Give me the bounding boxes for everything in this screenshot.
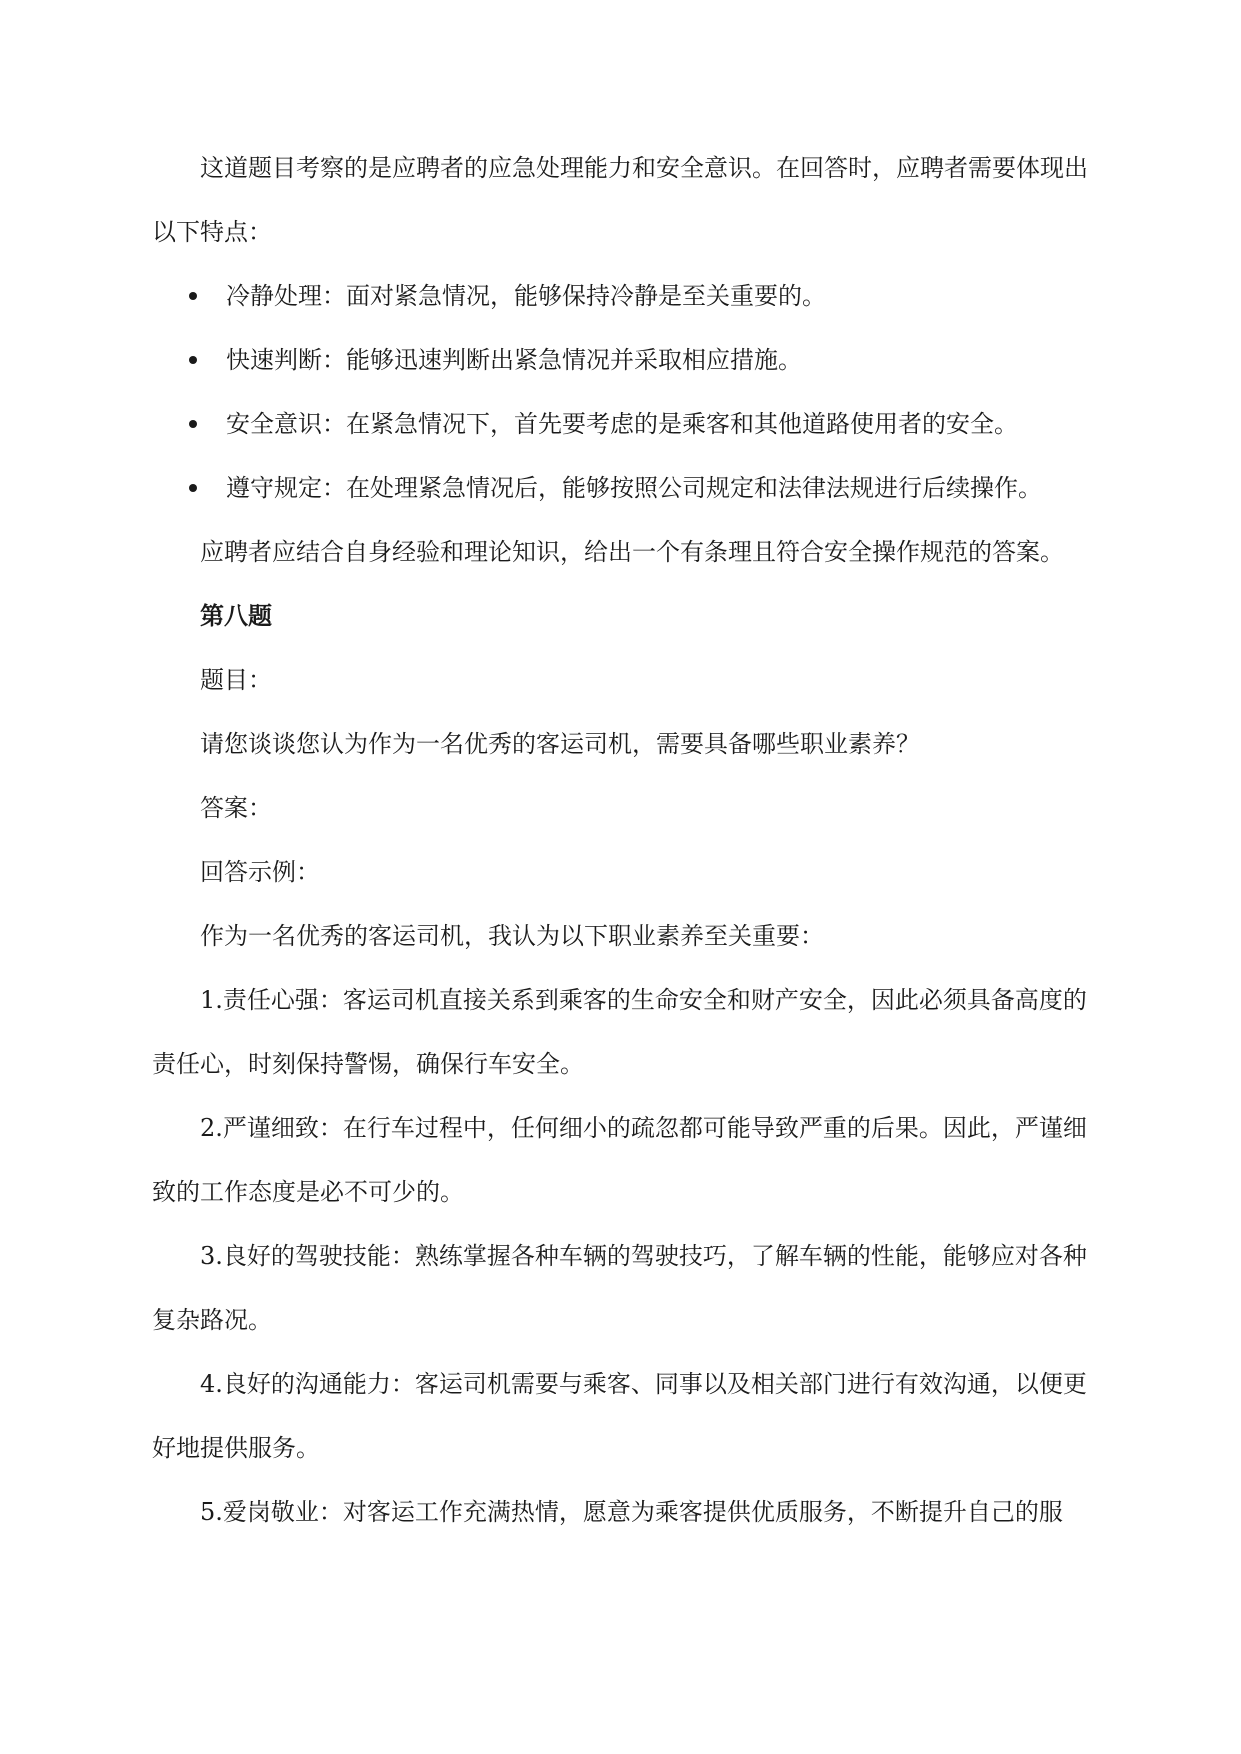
bullet-dot-icon [189,292,197,300]
example-label: 回答示例： [200,858,320,886]
document-page [152,136,1092,1544]
answer-point: 3.良好的驾驶技能：熟练掌握各种车辆的驾驶技巧，了解车辆的性能，能够应对各种复杂路况。 [152,1242,1087,1334]
list-item-text: 冷静处理：面对紧急情况，能够保持冷静是至关重要的。 [226,282,826,310]
answer-point: 1.责任心强：客运司机直接关系到乘客的生命安全和财产安全，因此必须具备高度的责任心，时刻保持警惕，确保行车安全。 [152,986,1087,1078]
list-item-text: 遵守规定：在处理紧急情况后，能够按照公司规定和法律法规进行后续操作。 [226,474,1042,502]
bullet-dot-icon [189,420,197,428]
bullet-dot-icon [189,356,197,364]
traits-list [152,264,1092,520]
list-item [152,392,1092,456]
list-item [152,456,1092,520]
question-text: 请您谈谈您认为作为一名优秀的客运司机，需要具备哪些职业素养？ [200,730,920,758]
question-heading: 第八题 [200,601,272,630]
answer-lead: 作为一名优秀的客运司机，我认为以下职业素养至关重要： [200,922,824,950]
list-item-text: 快速判断：能够迅速判断出紧急情况并采取相应措施。 [226,346,802,374]
list-item [152,264,1092,328]
intro-paragraph: 这道题目考察的是应聘者的应急处理能力和安全意识。在回答时，应聘者需要体现出以下特点： [152,154,1088,246]
intro-conclusion: 应聘者应结合自身经验和理论知识，给出一个有条理且符合安全操作规范的答案。 [200,538,1064,566]
answer-point: 4.良好的沟通能力：客运司机需要与乘客、同事以及相关部门进行有效沟通，以便更好地提供服务。 [152,1370,1087,1462]
question-label: 题目： [200,666,272,694]
bullet-dot-icon [189,484,197,492]
answer-label: 答案： [200,794,272,822]
answer-point: 5.爱岗敬业：对客运工作充满热情，愿意为乘客提供优质服务，不断提升自己的服 [200,1498,1063,1526]
answer-point: 2.严谨细致：在行车过程中，任何细小的疏忽都可能导致严重的后果。因此，严谨细致的工作态度是必不可少的。 [152,1114,1087,1206]
list-item [152,328,1092,392]
list-item-text: 安全意识：在紧急情况下，首先要考虑的是乘客和其他道路使用者的安全。 [226,410,1018,438]
